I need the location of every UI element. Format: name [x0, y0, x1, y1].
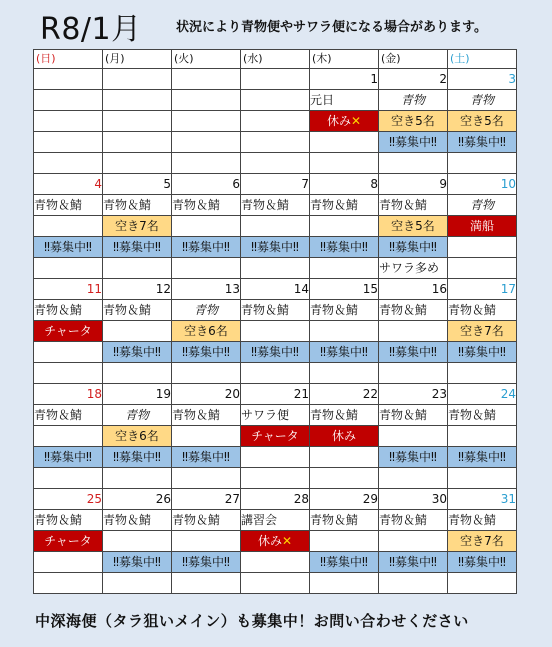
week-1-dates-row — [34, 69, 517, 90]
trip-type: 講習会 — [241, 510, 310, 531]
trip-type: 青物＆鯖 — [34, 300, 103, 321]
date-number: 19 — [103, 384, 172, 405]
recruiting-badge — [103, 132, 172, 153]
trip-type: 青物 — [172, 300, 241, 321]
recruiting-badge — [34, 342, 103, 363]
date-number: 11 — [34, 279, 103, 300]
day-note — [103, 258, 172, 279]
availability-status — [172, 111, 241, 132]
trip-type: 青物＆鯖 — [34, 405, 103, 426]
date-number: 14 — [241, 279, 310, 300]
date-number: 12 — [103, 279, 172, 300]
trip-type: 青物＆鯖 — [448, 510, 517, 531]
recruiting-badge: ‼募集中‼ — [310, 552, 379, 573]
day-note — [448, 363, 517, 384]
date-number: 22 — [310, 384, 379, 405]
day-note — [172, 258, 241, 279]
recruiting-badge — [241, 132, 310, 153]
trip-type: 青物 — [103, 405, 172, 426]
availability-status — [241, 111, 310, 132]
day-note — [310, 573, 379, 594]
weekday-label: (木) — [310, 50, 379, 69]
availability-status — [241, 321, 310, 342]
date-number — [241, 69, 310, 90]
week-1-status-row — [34, 111, 517, 132]
availability-status — [172, 426, 241, 447]
trip-type: 青物＆鯖 — [172, 510, 241, 531]
week-2-recruit-row — [34, 237, 517, 258]
day-note — [103, 363, 172, 384]
week-3-dates-row — [34, 279, 517, 300]
week-3-trip-row — [34, 300, 517, 321]
week-4-recruit-row — [34, 447, 517, 468]
week-2-note-row — [34, 258, 517, 279]
date-number: 1 — [310, 69, 379, 90]
day-note — [241, 468, 310, 489]
date-number: 26 — [103, 489, 172, 510]
week-3-status-row — [34, 321, 517, 342]
week-4-dates-row — [34, 384, 517, 405]
recruiting-badge: ‼募集中‼ — [34, 237, 103, 258]
date-number: 8 — [310, 174, 379, 195]
week-5-trip-row — [34, 510, 517, 531]
availability-status: 空き6名 — [103, 426, 172, 447]
availability-status — [310, 321, 379, 342]
recruiting-badge: ‼募集中‼ — [310, 237, 379, 258]
availability-status — [379, 321, 448, 342]
recruiting-badge: ‼募集中‼ — [310, 342, 379, 363]
schedule-calendar — [33, 49, 517, 594]
day-note — [379, 468, 448, 489]
date-number: 4 — [34, 174, 103, 195]
recruiting-badge: ‼募集中‼ — [448, 552, 517, 573]
recruiting-badge — [172, 132, 241, 153]
availability-status — [172, 216, 241, 237]
availability-status — [103, 111, 172, 132]
availability-status — [103, 531, 172, 552]
availability-status — [103, 321, 172, 342]
day-note — [379, 573, 448, 594]
recruiting-badge: ‼募集中‼ — [379, 237, 448, 258]
date-number: 2 — [379, 69, 448, 90]
trip-type: 青物＆鯖 — [103, 510, 172, 531]
recruiting-badge: ‼募集中‼ — [172, 237, 241, 258]
recruiting-badge: ‼募集中‼ — [448, 132, 517, 153]
recruiting-badge: ‼募集中‼ — [172, 342, 241, 363]
trip-type: 青物＆鯖 — [103, 195, 172, 216]
month-title: R8/1月 — [40, 12, 142, 47]
recruiting-badge — [448, 237, 517, 258]
recruiting-badge: ‼募集中‼ — [241, 342, 310, 363]
date-number — [172, 69, 241, 90]
week-1-trip-row — [34, 90, 517, 111]
date-number: 24 — [448, 384, 517, 405]
week-1-recruit-row — [34, 132, 517, 153]
day-note — [448, 573, 517, 594]
date-number: 5 — [103, 174, 172, 195]
week-3-note-row — [34, 363, 517, 384]
day-note — [241, 153, 310, 174]
availability-status: 空き5名 — [379, 216, 448, 237]
recruiting-badge: ‼募集中‼ — [379, 447, 448, 468]
day-note — [103, 468, 172, 489]
trip-type: 青物 — [379, 90, 448, 111]
date-number: 3 — [448, 69, 517, 90]
week-3-recruit-row — [34, 342, 517, 363]
day-note — [34, 573, 103, 594]
date-number: 16 — [379, 279, 448, 300]
calendar-header — [0, 0, 552, 48]
week-4-status-row — [34, 426, 517, 447]
trip-type: 青物＆鯖 — [310, 405, 379, 426]
day-note — [172, 468, 241, 489]
day-note — [379, 363, 448, 384]
day-note — [310, 258, 379, 279]
availability-status — [34, 216, 103, 237]
week-4-note-row — [34, 468, 517, 489]
recruiting-badge — [34, 552, 103, 573]
weekday-label: (月) — [103, 50, 172, 69]
trip-type: 青物 — [448, 195, 517, 216]
date-number: 29 — [310, 489, 379, 510]
date-number: 13 — [172, 279, 241, 300]
footer-message: 中深海便（タラ狙いメイン）も募集中！お問い合わせください — [35, 612, 469, 630]
recruiting-badge: ‼募集中‼ — [34, 447, 103, 468]
weekday-label: (日) — [34, 50, 103, 69]
trip-type: 青物＆鯖 — [103, 300, 172, 321]
trip-type: 青物＆鯖 — [34, 195, 103, 216]
trip-type: 元日 — [310, 90, 379, 111]
weekday-label: (水) — [241, 50, 310, 69]
recruiting-badge: ‼募集中‼ — [241, 237, 310, 258]
day-note — [448, 153, 517, 174]
day-note — [310, 363, 379, 384]
trip-type: 青物＆鯖 — [172, 405, 241, 426]
notice-text: 状況により青物便やサワラ便になる場合があります。 — [176, 20, 487, 35]
date-number: 20 — [172, 384, 241, 405]
recruiting-badge: ‼募集中‼ — [448, 447, 517, 468]
trip-type: 青物＆鯖 — [310, 510, 379, 531]
day-note — [34, 153, 103, 174]
day-note — [310, 468, 379, 489]
trip-type — [103, 90, 172, 111]
availability-status: チャータ — [241, 426, 310, 447]
date-number: 27 — [172, 489, 241, 510]
recruiting-badge: ‼募集中‼ — [379, 552, 448, 573]
day-note — [172, 363, 241, 384]
recruiting-badge: ‼募集中‼ — [172, 447, 241, 468]
trip-type — [172, 90, 241, 111]
day-note — [103, 573, 172, 594]
week-5-note-row — [34, 573, 517, 594]
week-4-trip-row — [34, 405, 517, 426]
date-number: 6 — [172, 174, 241, 195]
date-number: 23 — [379, 384, 448, 405]
date-number: 17 — [448, 279, 517, 300]
weekday-label: (土) — [448, 50, 517, 69]
date-number: 15 — [310, 279, 379, 300]
recruiting-badge: ‼募集中‼ — [103, 237, 172, 258]
trip-type: 青物＆鯖 — [310, 195, 379, 216]
availability-status — [448, 426, 517, 447]
availability-status: 空き7名 — [448, 531, 517, 552]
week-5-dates-row — [34, 489, 517, 510]
availability-status — [310, 216, 379, 237]
recruiting-badge — [310, 132, 379, 153]
availability-status: 空き7名 — [103, 216, 172, 237]
day-note — [448, 468, 517, 489]
recruiting-badge — [310, 447, 379, 468]
availability-status: チャータ — [34, 321, 103, 342]
day-note — [172, 153, 241, 174]
trip-type: 青物＆鯖 — [379, 300, 448, 321]
closed-mark-icon: ✕ — [350, 114, 362, 128]
recruiting-badge — [241, 552, 310, 573]
week-5-recruit-row — [34, 552, 517, 573]
availability-status — [172, 531, 241, 552]
availability-status: 満船 — [448, 216, 517, 237]
day-note — [241, 258, 310, 279]
weekday-label: (金) — [379, 50, 448, 69]
day-note — [310, 153, 379, 174]
trip-type: 青物＆鯖 — [379, 405, 448, 426]
trip-type: 青物＆鯖 — [172, 195, 241, 216]
availability-status — [379, 531, 448, 552]
date-number: 9 — [379, 174, 448, 195]
week-2-dates-row — [34, 174, 517, 195]
recruiting-badge: ‼募集中‼ — [103, 447, 172, 468]
date-number — [103, 69, 172, 90]
trip-type: 青物＆鯖 — [241, 300, 310, 321]
day-note — [241, 363, 310, 384]
trip-type — [241, 90, 310, 111]
recruiting-badge: ‼募集中‼ — [379, 342, 448, 363]
week-2-status-row — [34, 216, 517, 237]
day-note — [172, 573, 241, 594]
availability-status — [34, 426, 103, 447]
availability-status: 休み✕ — [310, 111, 379, 132]
trip-type: 青物＆鯖 — [448, 300, 517, 321]
recruiting-badge — [34, 132, 103, 153]
day-note — [241, 573, 310, 594]
trip-type: 青物＆鯖 — [241, 195, 310, 216]
availability-status: チャータ — [34, 531, 103, 552]
date-number: 30 — [379, 489, 448, 510]
availability-status: 空き6名 — [172, 321, 241, 342]
recruiting-badge: ‼募集中‼ — [172, 552, 241, 573]
day-note — [34, 258, 103, 279]
day-note — [379, 153, 448, 174]
closed-mark-icon: ✕ — [281, 534, 293, 548]
availability-status: 空き7名 — [448, 321, 517, 342]
date-number: 21 — [241, 384, 310, 405]
week-2-trip-row — [34, 195, 517, 216]
day-note — [34, 363, 103, 384]
day-note: サワラ多め — [379, 258, 448, 279]
date-number: 25 — [34, 489, 103, 510]
recruiting-badge: ‼募集中‼ — [103, 552, 172, 573]
week-1-note-row — [34, 153, 517, 174]
date-number: 10 — [448, 174, 517, 195]
trip-type: 青物＆鯖 — [448, 405, 517, 426]
availability-status: 空き5名 — [379, 111, 448, 132]
availability-status: 休み✕ — [241, 531, 310, 552]
weekday-label: (火) — [172, 50, 241, 69]
date-number — [34, 69, 103, 90]
recruiting-badge: ‼募集中‼ — [103, 342, 172, 363]
availability-status — [241, 216, 310, 237]
recruiting-badge: ‼募集中‼ — [448, 342, 517, 363]
availability-status: 休み — [310, 426, 379, 447]
weekday-header-row — [34, 50, 517, 69]
day-note — [34, 468, 103, 489]
trip-type: サワラ便 — [241, 405, 310, 426]
day-note — [103, 153, 172, 174]
trip-type: 青物＆鯖 — [310, 300, 379, 321]
trip-type: 青物＆鯖 — [379, 510, 448, 531]
availability-status — [310, 531, 379, 552]
trip-type — [34, 90, 103, 111]
day-note — [448, 258, 517, 279]
recruiting-badge — [241, 447, 310, 468]
availability-status — [379, 426, 448, 447]
date-number: 28 — [241, 489, 310, 510]
date-number: 7 — [241, 174, 310, 195]
week-5-status-row — [34, 531, 517, 552]
date-number: 18 — [34, 384, 103, 405]
date-number: 31 — [448, 489, 517, 510]
trip-type: 青物＆鯖 — [34, 510, 103, 531]
availability-status — [34, 111, 103, 132]
recruiting-badge: ‼募集中‼ — [379, 132, 448, 153]
trip-type: 青物＆鯖 — [379, 195, 448, 216]
availability-status: 空き5名 — [448, 111, 517, 132]
trip-type: 青物 — [448, 90, 517, 111]
